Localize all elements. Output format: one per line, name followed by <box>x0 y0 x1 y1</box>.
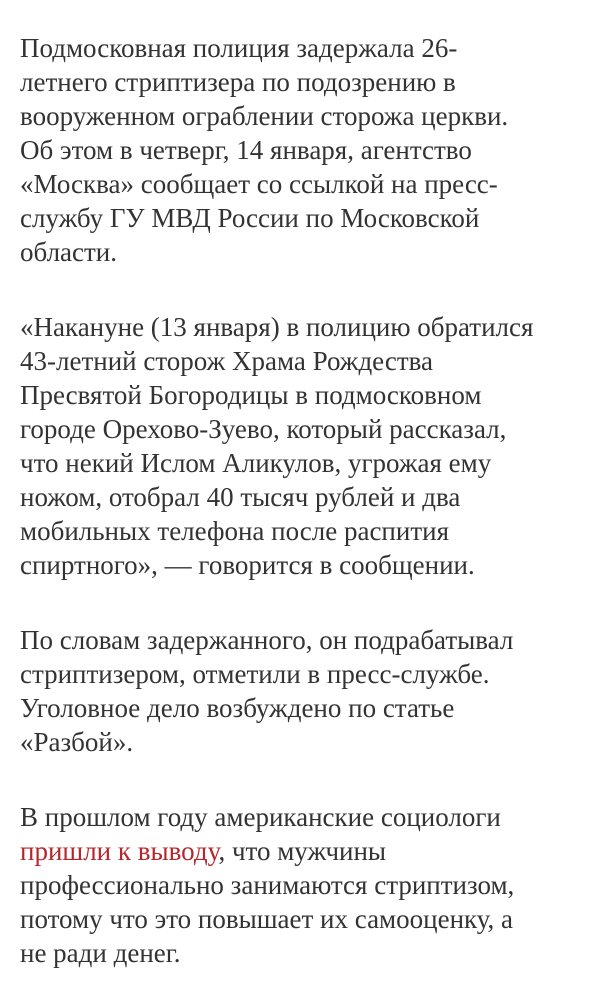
text-line <box>20 834 580 868</box>
text-line: Пресвятой Богородицы в подмосковном <box>20 380 482 410</box>
text-line: По словам задержанного, он подрабатывал <box>20 625 514 655</box>
text-line: вооруженном ограблении сторожа церкви. <box>20 101 509 131</box>
paragraph-3 <box>20 623 580 759</box>
article-link[interactable]: пришли к выводу <box>20 836 219 866</box>
text-line: Подмосковная полиция задержала 26- <box>20 33 458 63</box>
text-line: потому что это повышает их самооценку, а <box>20 904 514 934</box>
text-line: не ради денег. <box>20 938 181 968</box>
text-line: службу ГУ МВД России по Московской <box>20 203 480 233</box>
text-fragment: , что мужчины <box>218 836 387 866</box>
text-line: Об этом в четверг, 14 января, агентство <box>20 135 472 165</box>
text-line: Уголовное дело возбуждено по статье <box>20 693 455 723</box>
paragraph-4 <box>20 800 580 970</box>
text-line: В прошлом году американские социологи <box>20 802 501 832</box>
text-line: городе Орехово-Зуево, который рассказал, <box>20 414 507 444</box>
text-line: ножом, отобрал 40 тысяч рублей и два <box>20 482 461 512</box>
paragraph-1 <box>20 31 580 269</box>
text-line: мобильных телефона после распития <box>20 516 449 546</box>
text-line: стриптизером, отметили в пресс-службе. <box>20 659 490 689</box>
text-line: 43-летний сторож Храма Рождества <box>20 346 434 376</box>
text-line: области. <box>20 237 118 267</box>
text-line: что некий Ислом Аликулов, угрожая ему <box>20 448 492 478</box>
text-line: профессионально занимаются стриптизом, <box>20 870 515 900</box>
paragraph-2-quote <box>20 310 580 582</box>
text-line: летнего стриптизера по подозрению в <box>20 67 456 97</box>
text-line: «Разбой». <box>20 727 134 757</box>
text-line: спиртного», — говорится в сообщении. <box>20 550 475 580</box>
text-line: «Накануне (13 января) в полицию обратился <box>20 312 534 342</box>
text-line: «Москва» сообщает со ссылкой на пресс- <box>20 169 498 199</box>
